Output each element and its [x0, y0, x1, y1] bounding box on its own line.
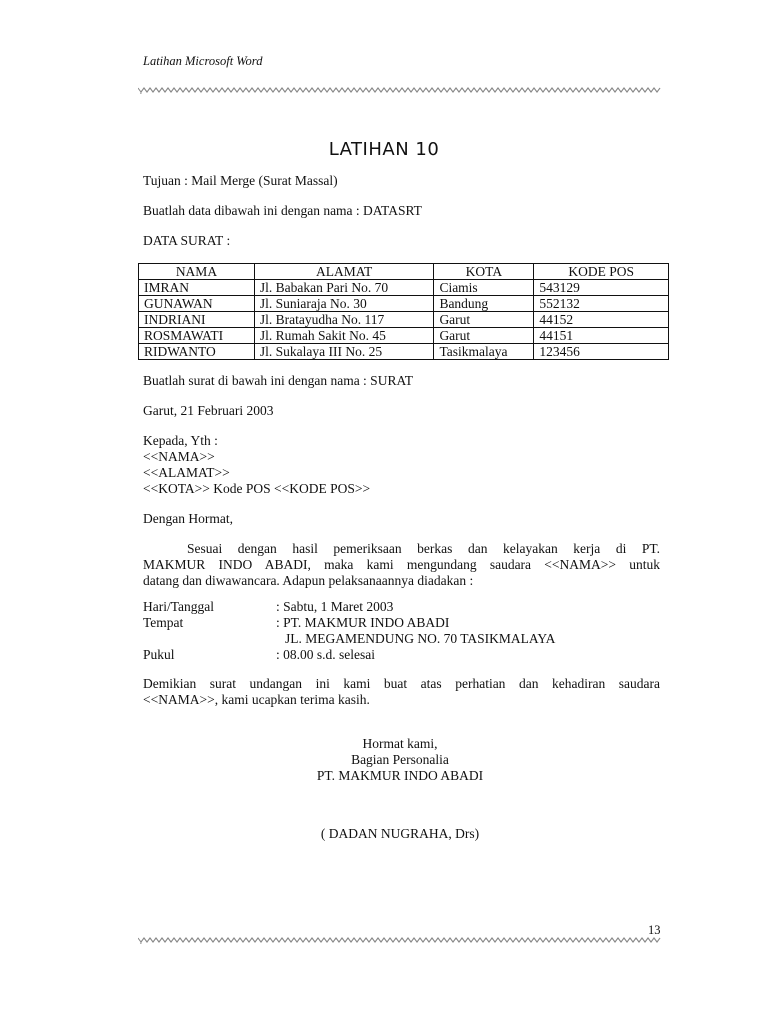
table-cell: GUNAWAN [139, 296, 255, 312]
table-cell: Jl. Rumah Sakit No. 45 [254, 328, 434, 344]
letter-closing [143, 676, 660, 708]
detail-value-place: : PT. MAKMUR INDO ABADI [276, 615, 450, 630]
table-cell: 552132 [534, 296, 669, 312]
table-cell: Garut [434, 312, 534, 328]
data-label: DATA SURAT : [143, 233, 231, 248]
table-cell: Jl. Suniaraja No. 30 [254, 296, 434, 312]
table-row [139, 344, 669, 360]
page-number: 13 [648, 923, 661, 937]
table-cell: Jl. Bratayudha No. 117 [254, 312, 434, 328]
table-cell: RIDWANTO [139, 344, 255, 360]
column-header-alamat: ALAMAT [254, 264, 434, 280]
detail-value-place-address: JL. MEGAMENDUNG NO. 70 TASIKMALAYA [285, 631, 556, 646]
data-table [138, 263, 669, 360]
detail-label-place: Tempat [143, 615, 184, 630]
detail-value-time: : 08.00 s.d. selesai [276, 647, 375, 662]
signature-company: PT. MAKMUR INDO ABADI [316, 768, 484, 783]
body-line: MAKMUR INDO ABADI, maka kami mengundang saudara <<NAMA>> untuk [143, 557, 660, 572]
table-row [139, 328, 669, 344]
header-wavy-rule [138, 86, 662, 94]
purpose-line: Tujuan : Mail Merge (Surat Massal) [143, 173, 338, 188]
body-line: Sesuai dengan hasil pemeriksaan berkas dan kelayakan kerja di PT. [187, 541, 660, 556]
column-header-kode-pos: KODE POS [534, 264, 669, 280]
recipient-city-field: <<KOTA>> Kode POS <<KODE POS>> [143, 481, 371, 496]
closing-line: Demikian surat undangan ini kami buat atas perhatian dan kehadiran saudara [143, 676, 660, 691]
page-title: LATIHAN 10 [328, 139, 440, 160]
letter-body [143, 541, 660, 589]
table-cell: Jl. Babakan Pari No. 70 [254, 280, 434, 296]
table-cell: ROSMAWATI [139, 328, 255, 344]
recipient-name-field: <<NAMA>> [143, 449, 215, 464]
signature-department: Bagian Personalia [351, 752, 449, 767]
table-cell: 123456 [534, 344, 669, 360]
signature-regards: Hormat kami, [362, 736, 438, 751]
closing-line: <<NAMA>>, kami ucapkan terima kasih. [143, 692, 370, 707]
letter-greeting: Dengan Hormat, [143, 511, 233, 526]
footer-wavy-rule [138, 936, 662, 944]
table-cell: Ciamis [434, 280, 534, 296]
column-header-nama: NAMA [139, 264, 255, 280]
table-cell: Jl. Sukalaya III No. 25 [254, 344, 434, 360]
table-cell: Garut [434, 328, 534, 344]
table-cell: Bandung [434, 296, 534, 312]
table-header-row [139, 264, 669, 280]
table-cell: IMRAN [139, 280, 255, 296]
table-cell: INDRIANI [139, 312, 255, 328]
table-row [139, 296, 669, 312]
table-row [139, 280, 669, 296]
detail-label-day: Hari/Tanggal [143, 599, 215, 614]
table-cell: 44151 [534, 328, 669, 344]
data-instruction: Buatlah data dibawah ini dengan nama : DATASRT [143, 203, 422, 218]
body-line: datang dan diwawancara. Adapun pelaksanaannya diadakan : [143, 573, 474, 588]
table-cell: 44152 [534, 312, 669, 328]
detail-value-day: : Sabtu, 1 Maret 2003 [276, 599, 394, 614]
detail-label-time: Pukul [143, 647, 175, 662]
running-header: Latihan Microsoft Word [143, 54, 263, 68]
table-row [139, 312, 669, 328]
recipient-address-field: <<ALAMAT>> [143, 465, 230, 480]
column-header-kota: KOTA [434, 264, 534, 280]
table-cell: Tasikmalaya [434, 344, 534, 360]
letter-date: Garut, 21 Februari 2003 [143, 403, 274, 418]
letter-instruction: Buatlah surat di bawah ini dengan nama : SURAT [143, 373, 413, 388]
recipient-label: Kepada, Yth : [143, 433, 218, 448]
signature-name: ( DADAN NUGRAHA, Drs) [320, 826, 480, 841]
table-cell: 543129 [534, 280, 669, 296]
